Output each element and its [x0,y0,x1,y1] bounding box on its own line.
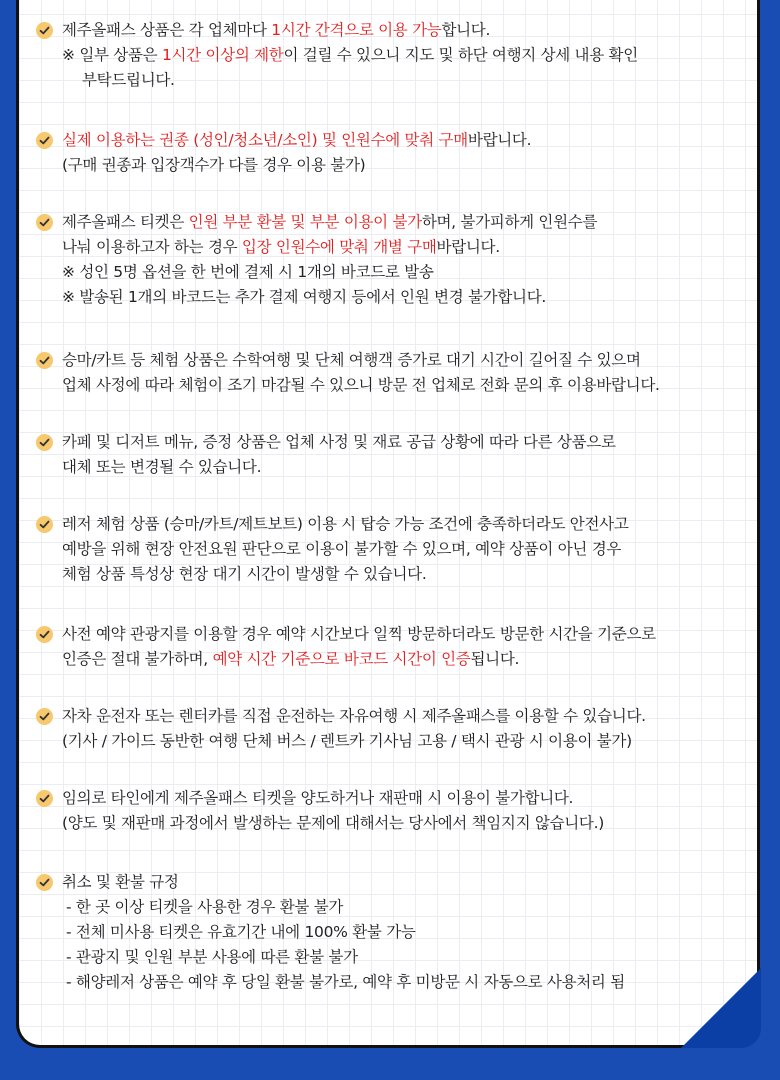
highlight-text: 실제 이용하는 권종 (성인/청소년/소인) 및 인원수에 맞춰 구매 [62,131,468,149]
notice-line [36,647,736,672]
notice-line [36,562,736,587]
notice-item [36,870,736,995]
body-text: - 한 곳 이상 티켓을 사용한 경우 환불 불가 [66,898,344,916]
body-text: 예방을 위해 현장 안전요원 판단으로 이용이 불가할 수 있으며, 예약 상품이 아닌 경우 [62,540,622,558]
body-text: 바랍니다. [436,238,500,256]
body-text: - 전체 미사용 티켓은 유효기간 내에 100% 환불 가능 [66,923,416,941]
notice-line [36,622,736,647]
notice-item [36,348,736,398]
body-text: 제주올패스 티켓은 [62,213,189,231]
body-text: (양도 및 재판매 과정에서 발생하는 문제에 대해서는 당사에서 책임지지 않습니다.) [62,814,604,832]
body-text: (기사 / 가이드 동반한 여행 단체 버스 / 렌트카 기사님 고용 / 택시 관광 시 이용이 불가) [62,732,632,750]
body-text: 자차 운전자 또는 렌터카를 직접 운전하는 자유여행 시 제주올패스를 이용할 수 있습니다. [62,707,646,725]
notice-line [36,430,736,455]
body-text: ※ 발송된 1개의 바코드는 추가 결제 여행지 등에서 인원 변경 불가합니다. [62,288,546,306]
highlight-text: 1시간 이상의 제한 [161,46,284,64]
highlight-text: 입장 인원수에 맞춰 개별 구매 [241,238,437,256]
notice-line [36,260,736,285]
body-text: 취소 및 환불 규정 [62,873,179,891]
notice-line [36,373,736,398]
highlight-text: 예약 시간 기준으로 바코드 시간이 인증 [212,650,471,668]
notice-line [36,512,736,537]
body-text: 됩니다. [470,650,520,668]
notice-item [36,128,736,178]
body-text: 부탁드립니다. [82,71,175,89]
body-text: - 관광지 및 인원 부분 사용에 따른 환불 불가 [66,948,358,966]
body-text: 레저 체험 상품 (승마/카트/제트보트) 이용 시 탑승 가능 조건에 충족하더라도 안전사고 [62,515,629,533]
body-text: 나눠 이용하고자 하는 경우 [62,238,242,256]
notice-item [36,18,736,93]
body-text: 승마/카트 등 체험 상품은 수학여행 및 단체 여행객 증가로 대기 시간이 길어질 수 있으며 [62,351,641,369]
body-text: 인증은 절대 불가하며, [62,650,213,668]
notice-line [36,348,736,373]
notice-line [36,18,736,43]
notice-line [36,455,736,480]
body-text: (구매 권종과 입장객수가 다를 경우 이용 불가) [62,156,366,174]
notice-line [36,729,736,754]
body-text: - 해양레저 상품은 예약 후 당일 환불 불가로, 예약 후 미방문 시 자동으로 사용처리 됨 [66,973,625,991]
body-text: 사전 예약 관광지를 이용할 경우 예약 시간보다 일찍 방문하더라도 방문한 시간을 기준으로 [62,625,656,643]
notice-item [36,430,736,480]
notice-line [36,970,736,995]
notice-line [36,945,736,970]
body-text: 제주올패스 상품은 각 업체마다 [62,21,272,39]
notice-line [36,704,736,729]
notice-line [36,786,736,811]
body-text: 카페 및 디저트 메뉴, 증정 상품은 업체 사정 및 재료 공급 상황에 따라 다른 상품으로 [62,433,616,451]
notice-item [36,512,736,587]
body-text: 바랍니다. [467,131,532,149]
notice-line [36,128,736,153]
highlight-text: 인원 부분 환불 및 부분 이용이 불가 [188,213,422,231]
notice-line [36,895,736,920]
notice-line [36,210,736,235]
body-text: 체험 상품 특성상 현장 대기 시간이 발생할 수 있습니다. [62,565,427,583]
notice-line [36,537,736,562]
notice-item [36,704,736,754]
notice-line [36,153,736,178]
body-text: 하며, 불가피하게 인원수를 [421,213,598,231]
body-text: ※ 일부 상품은 [62,46,162,64]
body-text: 대체 또는 변경될 수 있습니다. [62,458,262,476]
body-text: 임의로 타인에게 제주올패스 티켓을 양도하거나 재판매 시 이용이 불가합니다. [62,789,574,807]
notice-line [36,285,736,310]
notice-line [36,43,736,68]
notice-line [36,68,736,93]
body-text: ※ 성인 5명 옵션을 한 번에 결제 시 1개의 바코드로 발송 [62,263,434,281]
highlight-text: 1시간 간격으로 이용 가능 [271,21,442,39]
notice-line [36,811,736,836]
notice-item [36,622,736,672]
notice-line [36,870,736,895]
notice-line [36,920,736,945]
body-text: 이 걸릴 수 있으니 지도 및 하단 여행지 상세 내용 확인 [283,46,638,64]
body-text: 업체 사정에 따라 체험이 조기 마감될 수 있으니 방문 전 업체로 전화 문의 후 이용바랍니다. [62,376,660,394]
body-text: 합니다. [441,21,491,39]
notice-item [36,210,736,310]
notice-item [36,786,736,836]
notice-line [36,235,736,260]
